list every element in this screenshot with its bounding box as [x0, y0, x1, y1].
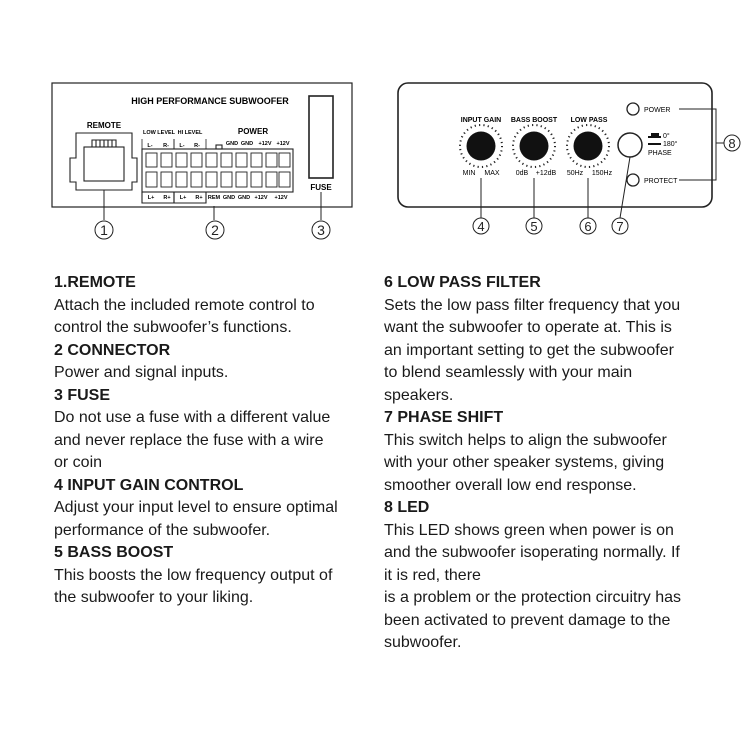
section-line: speakers. [384, 386, 454, 404]
section-line: performance of the subwoofer. [54, 521, 271, 539]
section-line: Do not use a fuse with a different value [54, 409, 331, 426]
section-heading: 4 INPUT GAIN CONTROL [54, 476, 244, 494]
pin-label-bottom: R+ [195, 195, 203, 201]
section-heading: 2 CONNECTOR [54, 341, 171, 359]
description-column-right [384, 272, 726, 655]
callout-1: 1 [100, 222, 108, 238]
panel-title: HIGH PERFORMANCE SUBWOOFER [131, 96, 289, 106]
rear-connector-panel [52, 83, 352, 207]
low-level-label: LOW LEVEL [142, 130, 176, 136]
fuse-label: FUSE [310, 183, 332, 192]
section-line: control the subwoofer’s functions. [54, 319, 292, 336]
panel-diagram [0, 0, 756, 250]
section-line: This switch helps to align the subwoofer [384, 431, 667, 449]
phase-0-label: 0° [663, 133, 670, 140]
power-led-label: POWER [644, 107, 671, 114]
pin-label-bottom: L+ [147, 195, 155, 201]
section-line: Adjust your input level to ensure optimal [54, 499, 338, 516]
pin-label-top: L- [147, 143, 153, 149]
hi-level-label: HI LEVEL [177, 130, 203, 136]
section-line: smoother overall low end response. [384, 476, 637, 494]
section-line: is a problem or the protection circuitry has [384, 589, 682, 606]
pin-label-top: +12V [258, 141, 272, 147]
section-line: an important setting to get the subwoofer [384, 341, 674, 359]
section-line: subwoofer. [384, 634, 462, 651]
bass-boost-max: +12dB [535, 170, 557, 177]
section-line: want the subwoofer to operate at. This is [384, 319, 672, 336]
description-column-left [54, 272, 394, 610]
callout-5: 5 [530, 219, 538, 234]
control-panel [398, 83, 712, 207]
callout-8: 8 [728, 136, 736, 151]
protect-led-label: PROTECT [644, 178, 678, 185]
callout-6: 6 [584, 219, 592, 234]
callout-3: 3 [317, 222, 325, 238]
pin-label-top: R- [163, 143, 169, 149]
input-gain-min: MIN [462, 170, 476, 177]
remote-label: REMOTE [86, 121, 122, 130]
section-line: This LED shows green when power is on [384, 521, 674, 539]
pin-label-bottom: +12V [254, 195, 268, 201]
section-line: and never replace the fuse with a wire [54, 431, 324, 449]
section-heading: 8 LED [384, 499, 430, 516]
pin-label-bottom: GND [222, 195, 236, 201]
low-pass-max: 150Hz [591, 170, 613, 177]
pin-label-bottom: L+ [179, 195, 187, 201]
power-label: POWER [237, 127, 269, 136]
section-line: been activated to prevent damage to the [384, 611, 671, 629]
phase-label: PHASE [648, 150, 672, 157]
input-gain-label: INPUT GAIN [460, 117, 502, 124]
low-pass-min: 50Hz [566, 170, 584, 177]
section-line: Attach the included remote control to [54, 296, 315, 314]
phase-180-label: 180° [663, 141, 678, 148]
pin-label-top: L- [179, 143, 185, 149]
pin-label-top: GND [225, 141, 239, 147]
section-heading: 6 LOW PASS FILTER [384, 274, 541, 291]
bass-boost-label: BASS BOOST [510, 117, 558, 124]
section-line: and the subwoofer isoperating normally. If [384, 544, 680, 561]
pin-label-bottom: R+ [163, 195, 171, 201]
input-gain-max: MAX [484, 170, 500, 177]
section-line: it is red, there [384, 566, 481, 584]
section-line: with your other speaker systems, giving [384, 454, 665, 471]
pin-label-top: +12V [276, 141, 290, 147]
section-heading: 5 BASS BOOST [54, 544, 174, 561]
callout-7: 7 [616, 219, 624, 234]
section-line: Power and signal inputs. [54, 364, 229, 381]
section-line: Sets the low pass filter frequency that you [384, 296, 681, 314]
section-line: to blend seamlessly with your main [384, 364, 633, 381]
pin-label-top: GND [240, 141, 254, 147]
pin-label-bottom: GND [237, 195, 251, 201]
low-pass-label: LOW PASS [570, 117, 608, 124]
pin-label-bottom: +12V [274, 195, 288, 201]
section-line: or coin [54, 454, 103, 471]
pin-label-top: R- [194, 143, 200, 149]
callout-4: 4 [477, 219, 485, 234]
section-line: This boosts the low frequency output of [54, 566, 333, 584]
section-heading: 1.REMOTE [54, 274, 136, 291]
callout-2: 2 [211, 222, 219, 238]
bass-boost-min: 0dB [515, 170, 529, 177]
section-heading: 7 PHASE SHIFT [384, 409, 504, 426]
pin-label-bottom: REM [207, 195, 221, 201]
section-heading: 3 FUSE [54, 386, 111, 404]
section-line: the subwoofer to your liking. [54, 589, 254, 606]
